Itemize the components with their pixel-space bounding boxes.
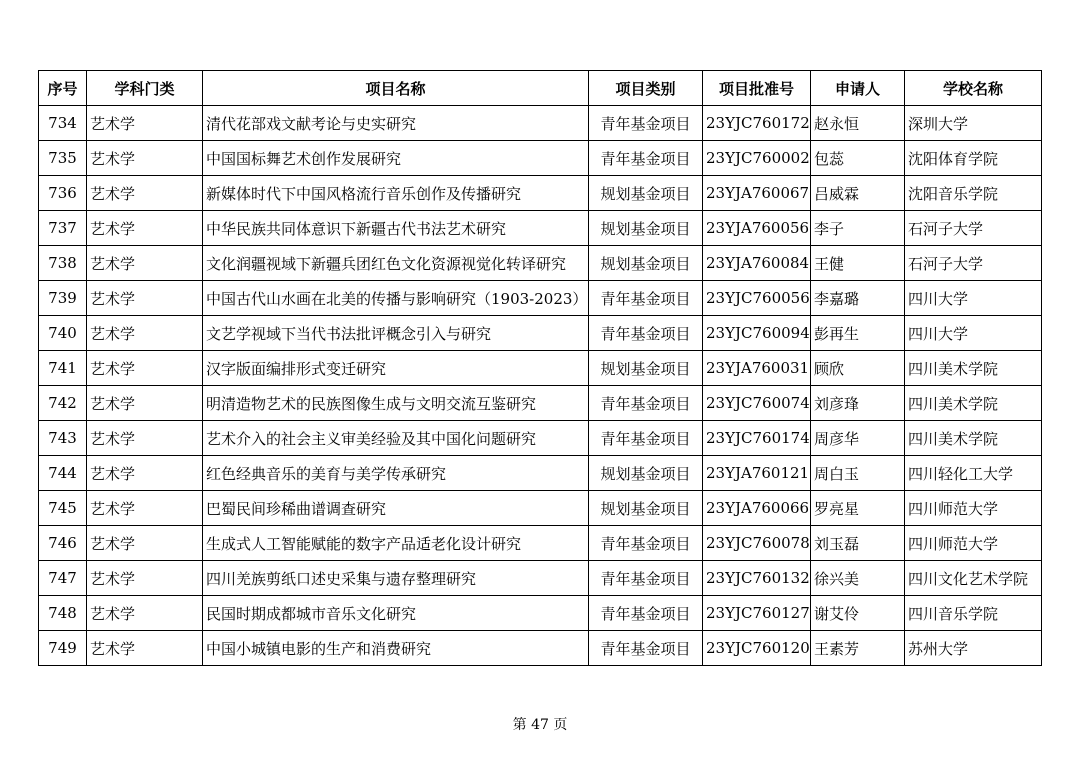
cell-seq: 734 xyxy=(39,106,87,141)
cell-applicant: 彭再生 xyxy=(811,316,905,351)
cell-subject: 艺术学 xyxy=(87,421,203,456)
cell-applicant: 刘彦琒 xyxy=(811,386,905,421)
cell-school: 石河子大学 xyxy=(905,246,1042,281)
cell-project-type: 青年基金项目 xyxy=(589,386,703,421)
cell-project-type: 青年基金项目 xyxy=(589,526,703,561)
cell-applicant: 王素芳 xyxy=(811,631,905,666)
cell-project-type: 青年基金项目 xyxy=(589,421,703,456)
header-project-type: 项目类别 xyxy=(589,71,703,106)
table-row xyxy=(39,456,1042,491)
cell-subject: 艺术学 xyxy=(87,456,203,491)
cell-project-name: 中国古代山水画在北美的传播与影响研究（1903-2023） xyxy=(203,281,589,316)
cell-project-type: 规划基金项目 xyxy=(589,176,703,211)
cell-applicant: 周彦华 xyxy=(811,421,905,456)
table-row xyxy=(39,491,1042,526)
table-row xyxy=(39,211,1042,246)
cell-project-type: 规划基金项目 xyxy=(589,491,703,526)
cell-subject: 艺术学 xyxy=(87,561,203,596)
table-row xyxy=(39,351,1042,386)
cell-seq: 738 xyxy=(39,246,87,281)
cell-project-name: 中国国标舞艺术创作发展研究 xyxy=(203,141,589,176)
cell-school: 石河子大学 xyxy=(905,211,1042,246)
header-school: 学校名称 xyxy=(905,71,1042,106)
cell-project-type: 青年基金项目 xyxy=(589,281,703,316)
cell-project-type: 青年基金项目 xyxy=(589,631,703,666)
cell-project-type: 规划基金项目 xyxy=(589,211,703,246)
cell-school: 四川美术学院 xyxy=(905,386,1042,421)
table-row xyxy=(39,596,1042,631)
project-table xyxy=(38,70,1042,666)
cell-project-type: 规划基金项目 xyxy=(589,351,703,386)
table-row xyxy=(39,246,1042,281)
cell-applicant: 周白玉 xyxy=(811,456,905,491)
cell-subject: 艺术学 xyxy=(87,526,203,561)
cell-seq: 741 xyxy=(39,351,87,386)
cell-seq: 744 xyxy=(39,456,87,491)
cell-project-type: 青年基金项目 xyxy=(589,141,703,176)
cell-subject: 艺术学 xyxy=(87,386,203,421)
cell-school: 四川美术学院 xyxy=(905,351,1042,386)
cell-subject: 艺术学 xyxy=(87,491,203,526)
header-applicant: 申请人 xyxy=(811,71,905,106)
cell-project-name: 中国小城镇电影的生产和消费研究 xyxy=(203,631,589,666)
cell-subject: 艺术学 xyxy=(87,351,203,386)
cell-school: 四川美术学院 xyxy=(905,421,1042,456)
cell-applicant: 罗亮星 xyxy=(811,491,905,526)
table-body xyxy=(39,106,1042,666)
table-row xyxy=(39,316,1042,351)
table-row xyxy=(39,631,1042,666)
cell-seq: 745 xyxy=(39,491,87,526)
cell-project-name: 文化润疆视域下新疆兵团红色文化资源视觉化转译研究 xyxy=(203,246,589,281)
cell-school: 沈阳体育学院 xyxy=(905,141,1042,176)
cell-seq: 749 xyxy=(39,631,87,666)
cell-applicant: 谢艾伶 xyxy=(811,596,905,631)
cell-approval-no: 23YJC760078 xyxy=(703,526,811,561)
cell-seq: 746 xyxy=(39,526,87,561)
cell-project-type: 青年基金项目 xyxy=(589,561,703,596)
cell-seq: 740 xyxy=(39,316,87,351)
cell-approval-no: 23YJA760121 xyxy=(703,456,811,491)
cell-school: 四川师范大学 xyxy=(905,491,1042,526)
cell-approval-no: 23YJC760120 xyxy=(703,631,811,666)
cell-seq: 739 xyxy=(39,281,87,316)
cell-applicant: 包蕊 xyxy=(811,141,905,176)
cell-project-name: 清代花部戏文献考论与史实研究 xyxy=(203,106,589,141)
cell-approval-no: 23YJC760094 xyxy=(703,316,811,351)
table-row xyxy=(39,141,1042,176)
cell-project-type: 青年基金项目 xyxy=(589,596,703,631)
cell-project-name: 红色经典音乐的美育与美学传承研究 xyxy=(203,456,589,491)
cell-applicant: 徐兴美 xyxy=(811,561,905,596)
cell-project-name: 汉字版面编排形式变迁研究 xyxy=(203,351,589,386)
cell-applicant: 赵永恒 xyxy=(811,106,905,141)
cell-project-name: 中华民族共同体意识下新疆古代书法艺术研究 xyxy=(203,211,589,246)
table-row xyxy=(39,561,1042,596)
cell-school: 四川大学 xyxy=(905,281,1042,316)
header-subject: 学科门类 xyxy=(87,71,203,106)
cell-applicant: 王健 xyxy=(811,246,905,281)
cell-approval-no: 23YJC760002 xyxy=(703,141,811,176)
table-row xyxy=(39,526,1042,561)
cell-project-name: 明清造物艺术的民族图像生成与文明交流互鉴研究 xyxy=(203,386,589,421)
cell-project-name: 艺术介入的社会主义审美经验及其中国化问题研究 xyxy=(203,421,589,456)
cell-seq: 747 xyxy=(39,561,87,596)
table-row xyxy=(39,106,1042,141)
table-header-row xyxy=(39,71,1042,106)
cell-project-name: 巴蜀民间珍稀曲谱调查研究 xyxy=(203,491,589,526)
cell-approval-no: 23YJC760127 xyxy=(703,596,811,631)
cell-approval-no: 23YJA760031 xyxy=(703,351,811,386)
cell-subject: 艺术学 xyxy=(87,281,203,316)
cell-applicant: 李子 xyxy=(811,211,905,246)
cell-approval-no: 23YJA760084 xyxy=(703,246,811,281)
cell-seq: 737 xyxy=(39,211,87,246)
cell-subject: 艺术学 xyxy=(87,596,203,631)
cell-subject: 艺术学 xyxy=(87,211,203,246)
table-row xyxy=(39,281,1042,316)
cell-school: 深圳大学 xyxy=(905,106,1042,141)
cell-approval-no: 23YJC760056 xyxy=(703,281,811,316)
cell-subject: 艺术学 xyxy=(87,106,203,141)
cell-school: 四川大学 xyxy=(905,316,1042,351)
table-row xyxy=(39,176,1042,211)
cell-seq: 743 xyxy=(39,421,87,456)
header-seq: 序号 xyxy=(39,71,87,106)
page-number: 第 47 页 xyxy=(512,717,568,733)
cell-approval-no: 23YJA760056 xyxy=(703,211,811,246)
cell-subject: 艺术学 xyxy=(87,176,203,211)
cell-project-name: 生成式人工智能赋能的数字产品适老化设计研究 xyxy=(203,526,589,561)
cell-school: 沈阳音乐学院 xyxy=(905,176,1042,211)
cell-seq: 748 xyxy=(39,596,87,631)
cell-school: 四川师范大学 xyxy=(905,526,1042,561)
cell-school: 苏州大学 xyxy=(905,631,1042,666)
cell-applicant: 刘玉磊 xyxy=(811,526,905,561)
header-project-name: 项目名称 xyxy=(203,71,589,106)
cell-project-name: 四川羌族剪纸口述史采集与遗存整理研究 xyxy=(203,561,589,596)
cell-project-name: 民国时期成都城市音乐文化研究 xyxy=(203,596,589,631)
cell-approval-no: 23YJA760067 xyxy=(703,176,811,211)
cell-approval-no: 23YJC760172 xyxy=(703,106,811,141)
cell-subject: 艺术学 xyxy=(87,246,203,281)
cell-seq: 735 xyxy=(39,141,87,176)
cell-subject: 艺术学 xyxy=(87,316,203,351)
cell-applicant: 李嘉璐 xyxy=(811,281,905,316)
cell-school: 四川文化艺术学院 xyxy=(905,561,1042,596)
header-approval-no: 项目批准号 xyxy=(703,71,811,106)
cell-applicant: 顾欣 xyxy=(811,351,905,386)
cell-approval-no: 23YJC760074 xyxy=(703,386,811,421)
cell-seq: 736 xyxy=(39,176,87,211)
cell-approval-no: 23YJC760132 xyxy=(703,561,811,596)
cell-approval-no: 23YJC760174 xyxy=(703,421,811,456)
cell-project-name: 新媒体时代下中国风格流行音乐创作及传播研究 xyxy=(203,176,589,211)
cell-approval-no: 23YJA760066 xyxy=(703,491,811,526)
cell-school: 四川音乐学院 xyxy=(905,596,1042,631)
cell-project-name: 文艺学视域下当代书法批评概念引入与研究 xyxy=(203,316,589,351)
cell-project-type: 规划基金项目 xyxy=(589,246,703,281)
cell-subject: 艺术学 xyxy=(87,631,203,666)
table-row xyxy=(39,386,1042,421)
cell-applicant: 吕威霖 xyxy=(811,176,905,211)
table-row xyxy=(39,421,1042,456)
cell-project-type: 青年基金项目 xyxy=(589,106,703,141)
cell-school: 四川轻化工大学 xyxy=(905,456,1042,491)
cell-project-type: 青年基金项目 xyxy=(589,316,703,351)
cell-project-type: 规划基金项目 xyxy=(589,456,703,491)
cell-seq: 742 xyxy=(39,386,87,421)
cell-subject: 艺术学 xyxy=(87,141,203,176)
